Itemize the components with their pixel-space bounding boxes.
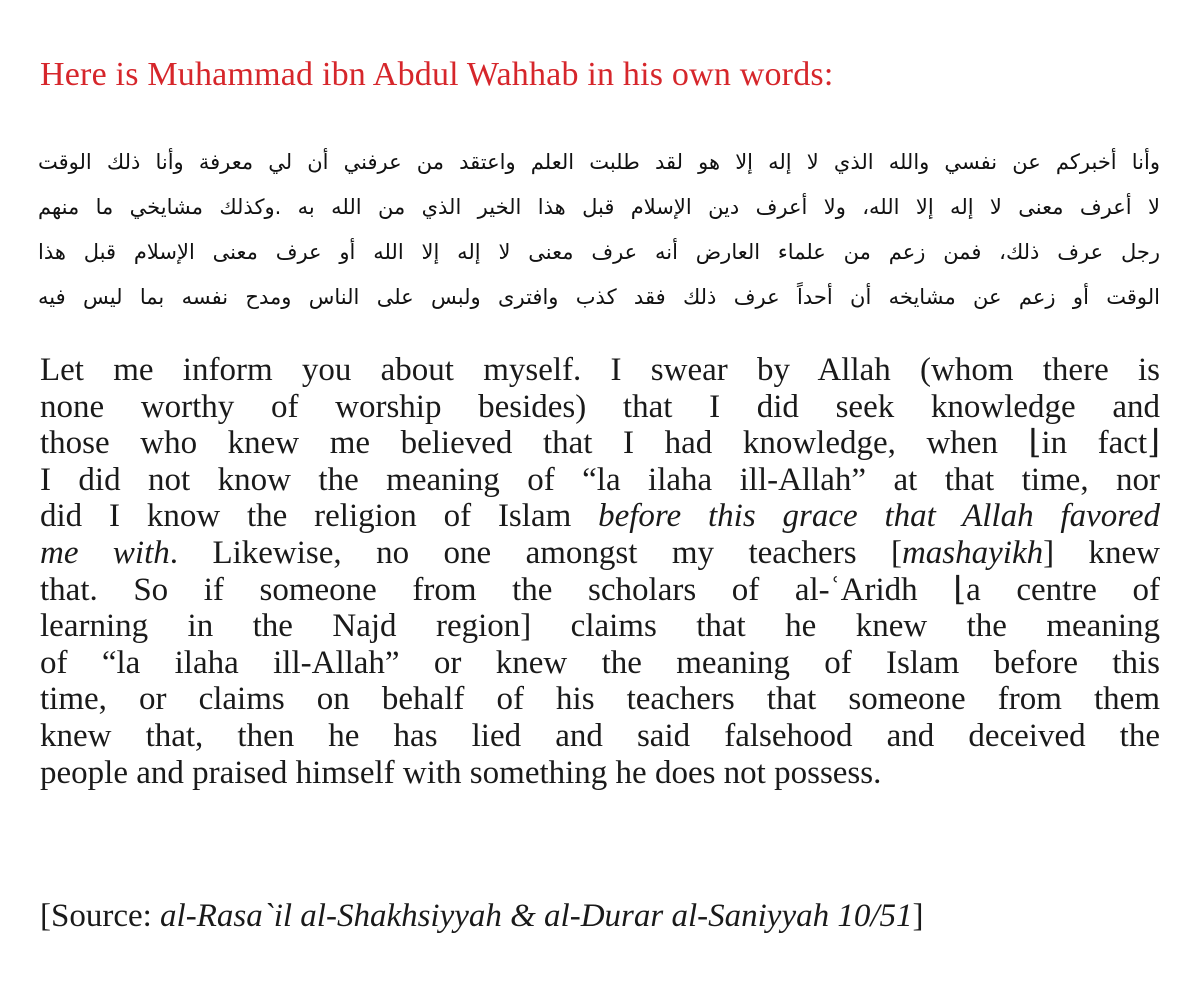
translation-line: learning in the Najd region] claims that he knew the meaning xyxy=(40,608,1160,645)
english-translation xyxy=(40,352,1160,791)
translation-text: ] knew xyxy=(1043,534,1161,571)
translation-line: none worthy of worship besides) that I did seek knowledge and xyxy=(40,388,1160,425)
arabic-quote xyxy=(38,140,1160,320)
arabic-line: رجل عرف ذلك، فمن زعم من علماء العارض أنه عرف معنى لا إله إلا الله أو عرف معنى الإسلام قبل هذا xyxy=(38,240,1160,264)
translation-line: that. So if someone from the scholars of al-ʿAridh ⌊a centre of xyxy=(40,571,1160,608)
translation-line: people and praised himself with something he does not possess. xyxy=(40,754,882,791)
arabic-line: الوقت أو زعم عن مشايخه أن أحداً عرف ذلك فقد كذب وافترى ولبس على الناس ومدح نفسه بما ليس فيه xyxy=(38,285,1160,309)
translation-line: time, or claims on behalf of his teachers that someone from them xyxy=(40,681,1160,718)
source-prefix: [Source: xyxy=(40,898,161,934)
arabic-line: وأنا أخبركم عن نفسي والله الذي لا إله إلا هو لقد طلبت العلم واعتقد من عرفني أن لي معرفة وأنا ذلك الوقت xyxy=(38,150,1160,174)
source-suffix: ] xyxy=(912,898,924,934)
translation-line xyxy=(40,535,1160,572)
translation-line: I did not know the meaning of “la ilaha ill-Allah” at that time, nor xyxy=(40,461,1160,498)
translation-line: of “la ilaha ill-Allah” or knew the meaning of Islam before this xyxy=(40,644,1160,681)
translation-line: those who knew me believed that I had knowledge, when ⌊in fact⌋ xyxy=(40,425,1160,462)
page-heading: Here is Muhammad ibn Abdul Wahhab in his own words: xyxy=(40,56,834,93)
translation-line: knew that, then he has lied and said falsehood and deceived the xyxy=(40,717,1160,754)
translation-line: Let me inform you about myself. I swear by Allah (whom there is xyxy=(40,352,1160,388)
source-citation xyxy=(40,896,1160,936)
translation-italic: before this grace that Allah favored xyxy=(598,498,1160,535)
source-title: al-Rasa`il al-Shakhsiyyah & al-Durar al-Saniyyah 10/51 xyxy=(160,898,913,934)
arabic-line: لا أعرف معنى لا إله إلا الله، ولا أعرف دين الإسلام قبل هذا الخير الذي من الله به .وكذلك مشايخي ما منهم xyxy=(38,195,1160,219)
translation-text: did I know the religion of Islam xyxy=(40,498,599,535)
translation-italic: me with xyxy=(40,534,170,571)
translation-italic: mashayikh xyxy=(901,534,1044,571)
translation-line xyxy=(40,498,1160,535)
translation-text: . Likewise, no one amongst my teachers [ xyxy=(169,534,902,571)
